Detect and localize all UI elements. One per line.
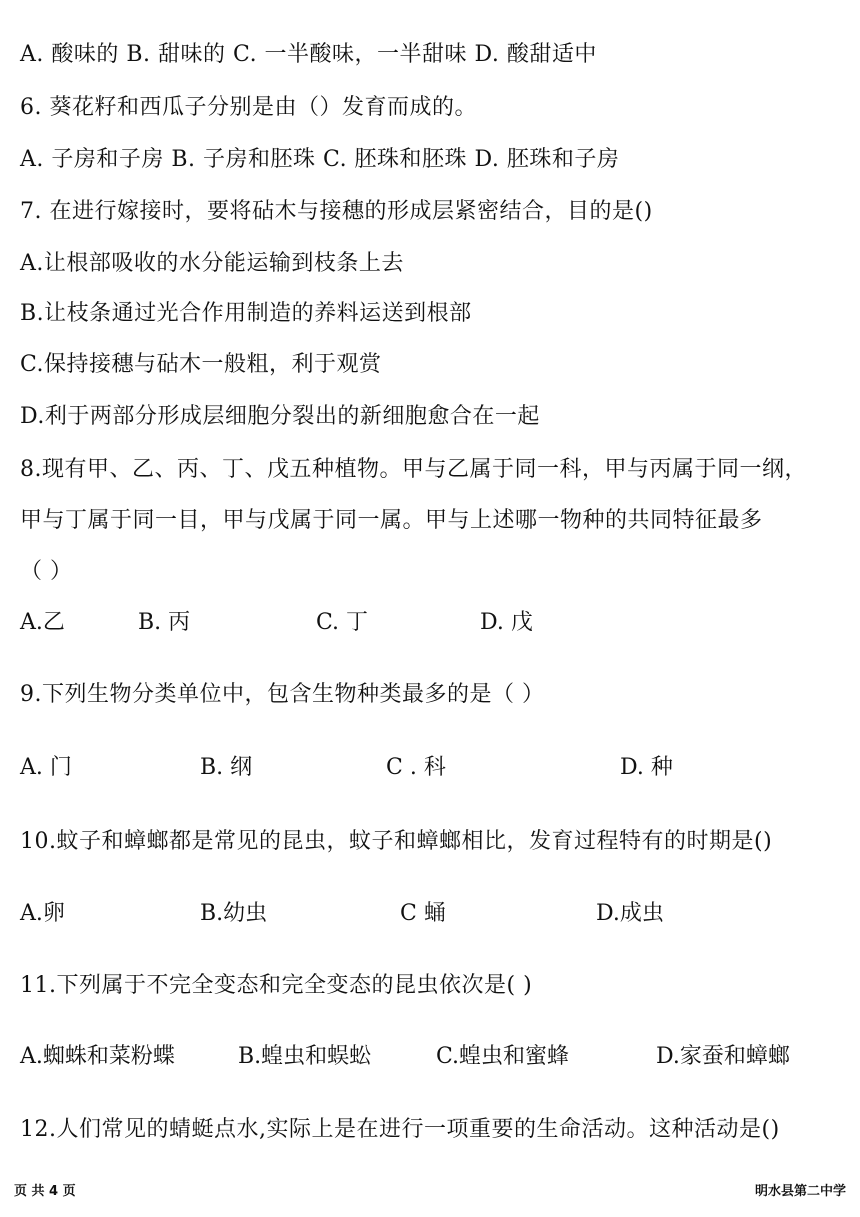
q8-option-c: C. 丁 <box>316 610 369 635</box>
q7-stem: 7. 在进行嫁接时，要将砧木与接穗的形成层紧密结合，目的是() <box>20 199 653 224</box>
q6-options: A. 子房和子房 B. 子房和胚珠 C. 胚珠和胚珠 D. 胚珠和子房 <box>20 147 620 172</box>
q8-stem-line-3: （ ） <box>20 559 73 584</box>
q11-option-a: A.蜘蛛和菜粉蝶 <box>20 1044 175 1069</box>
q11-option-d: D.家蚕和蟑螂 <box>656 1044 790 1069</box>
q8-stem-line-1: 8.现有甲、乙、丙、丁、戊五种植物。甲与乙属于同一科，甲与丙属于同一纲， <box>20 457 807 482</box>
q5-options: A. 酸味的 B. 甜味的 C. 一半酸味，一半甜味 D. 酸甜适中 <box>20 42 597 67</box>
q10-stem: 10.蚊子和蟑螂都是常见的昆虫，蚊子和蟑螂相比，发育过程特有的时期是() <box>20 829 773 854</box>
q8-stem-line-2: 甲与丁属于同一目，甲与戊属于同一属。甲与上述哪一物种的共同特征最多 <box>20 508 763 533</box>
q10-option-b: B.幼虫 <box>200 901 268 926</box>
q7-option-d: D.利于两部分形成层细胞分裂出的新细胞愈合在一起 <box>20 404 540 429</box>
q10-option-a: A.卵 <box>20 901 65 926</box>
page-count-label: 页 共 4 页 <box>14 1184 76 1199</box>
q8-option-b: B. 丙 <box>138 610 191 635</box>
q9-option-d: D. 种 <box>620 755 673 780</box>
q7-option-c: C.保持接穗与砧木一般粗，利于观赏 <box>20 352 382 377</box>
q12-stem: 12.人们常见的蜻蜓点水,实际上是在进行一项重要的生命活动。这种活动是() <box>20 1117 780 1142</box>
q8-option-d: D. 戊 <box>480 610 533 635</box>
school-name: 明水县第二中学 <box>754 1184 846 1199</box>
q9-option-a: A. 门 <box>20 755 72 780</box>
q8-option-a: A.乙 <box>20 610 65 635</box>
q9-stem: 9.下列生物分类单位中，包含生物种类最多的是（ ） <box>20 682 545 707</box>
q10-option-c: C 蛹 <box>400 901 446 926</box>
q7-option-b: B.让枝条通过光合作用制造的养料运送到根部 <box>20 301 472 326</box>
q11-option-c: C.蝗虫和蜜蜂 <box>436 1044 570 1069</box>
q6-stem: 6. 葵花籽和西瓜子分别是由（）发育而成的。 <box>20 95 477 120</box>
q9-option-c: C . 科 <box>386 755 446 780</box>
q10-option-d: D.成虫 <box>596 901 664 926</box>
q11-stem: 11.下列属于不完全变态和完全变态的昆虫依次是( ) <box>20 973 533 998</box>
q7-option-a: A.让根部吸收的水分能运输到枝条上去 <box>20 251 404 276</box>
q9-option-b: B. 纲 <box>200 755 253 780</box>
q11-option-b: B.蝗虫和蜈蚣 <box>238 1044 372 1069</box>
